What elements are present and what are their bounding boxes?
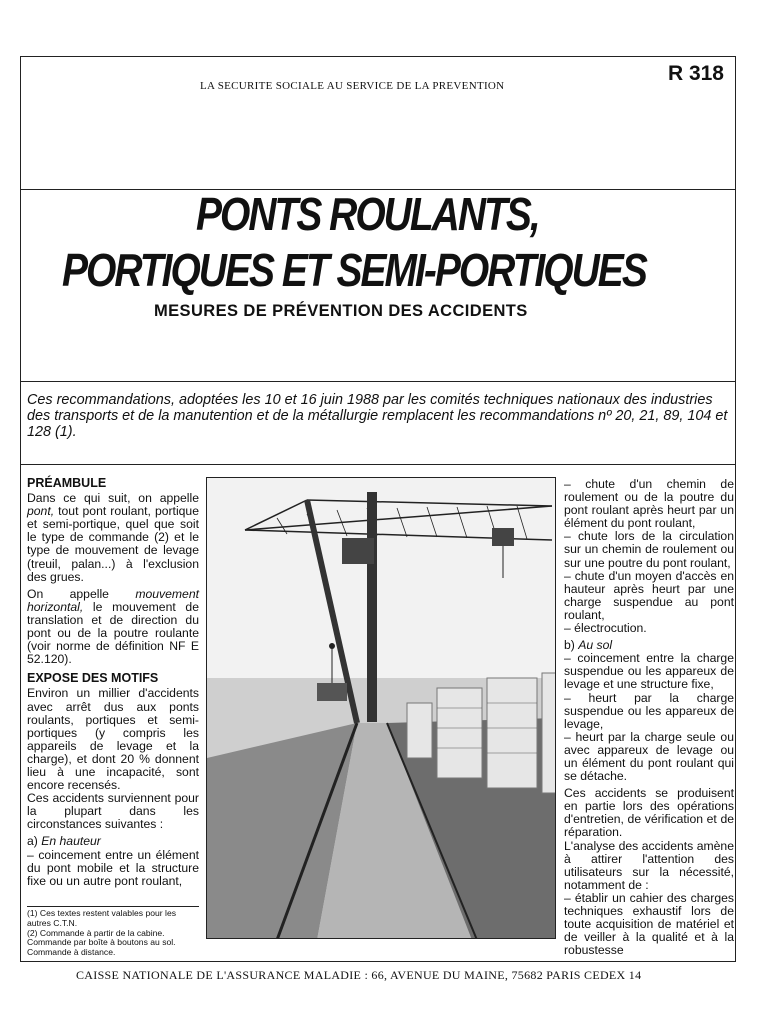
title-divider xyxy=(20,381,736,382)
right-item-7: – heurt par la charge seule ou avec appareux de levage ou un élément du pont roulant qui se détache. xyxy=(564,729,734,784)
title-line-1: PONTS ROULANTS, xyxy=(196,190,539,241)
intro-divider xyxy=(20,464,736,465)
right-item-4: – électrocution. xyxy=(564,621,647,636)
case-b-prefix: b) xyxy=(564,638,579,653)
right-item-5: – coincement entre la charge suspendue ou les appareux de levage et une structure fixe, xyxy=(564,651,734,692)
preamble-paragraph-2 xyxy=(27,588,199,667)
footnote-1: (1) Ces textes restent valables pour les autres C.T.N. xyxy=(27,908,177,928)
analysis-paragraph: L'analyse des accidents amène à attirer l'attention des utilisateurs sur la nécessité, notamment de : xyxy=(564,838,734,892)
motifs-paragraph-2: Ces accidents surviennent pour la plupart dans les circonstances suivantes : xyxy=(27,791,199,832)
footer-address: CAISSE NATIONALE DE L'ASSURANCE MALADIE : 66, AVENUE DU MAINE, 75682 PARIS CEDEX 14 xyxy=(76,968,642,982)
right-item-1: – chute d'un chemin de roulement ou de la poutre du pont roulant après heurt par un élément du pont roulant, xyxy=(564,477,734,531)
footnotes xyxy=(27,906,199,958)
crane-illustration xyxy=(207,478,556,939)
title-line-2: PORTIQUES ET SEMI-PORTIQUES xyxy=(62,246,646,297)
case-a-item-1: – coincement entre un élément du pont mobile et la structure fixe ou un autre pont roulant, xyxy=(27,847,199,888)
preamble-paragraph-1 xyxy=(27,492,199,584)
document-reference: R 318 xyxy=(667,62,724,85)
preamble-p1-text-b: tout pont roulant, portique et semi-portique, quel que soit le type de commande (2) et le type de mouvement de levage (treuil, palan...) à l'exclusion des grues. xyxy=(27,504,199,584)
preamble-p1-text-a: Dans ce qui suit, on appelle xyxy=(27,491,199,506)
right-item-2: – chute lors de la circulation sur un chemin de roulement ou sur une poutre du pont roulant, xyxy=(564,529,734,570)
case-a-title: En hauteur xyxy=(41,834,101,849)
right-item-3: – chute d'un moyen d'accès en hauteur après heurt par une charge suspendue au pont roulant, xyxy=(564,568,734,622)
case-a-label xyxy=(27,835,199,848)
right-item-6: – heurt par la charge suspendue ou les appareux de levage, xyxy=(564,690,734,731)
right-item-8: – établir un cahier des charges techniques exhaustif lors de toute acquisition de matériel et de veiller à la qualité et à la robustesse xyxy=(564,890,734,958)
preamble-p2-text-a: On appelle xyxy=(27,586,136,601)
left-column xyxy=(27,477,199,892)
subtitle: MESURES DE PRÉVENTION DES ACCIDENTS xyxy=(154,302,528,320)
intro-paragraph: Ces recommandations, adoptées les 10 et 16 juin 1988 par les comités techniques nationaux des industries des transports et de la manutention et de la métallurgie remplacent les recommandations nº 20, 21, 89, 104 et 128 (1). xyxy=(27,392,728,440)
preamble-p2-term: mouvement horizontal, xyxy=(27,586,199,614)
right-column xyxy=(564,478,734,957)
motifs-heading: EXPOSE DES MOTIFS xyxy=(27,671,159,686)
header-top-line: LA SECURITE SOCIALE AU SERVICE DE LA PREVENTION xyxy=(200,80,505,92)
footnote-2: (2) Commande à partir de la cabine. Commande par boîte à boutons au sol. Commande à distance. xyxy=(27,927,176,958)
preamble-p2-text-b: le mouvement de translation et de direction du pont ou de la poutre roulante (voir norme de définition NF E 52.120). xyxy=(27,599,199,667)
motifs-paragraph-1: Environ un millier d'accidents avec arrêt dus aux ponts roulants, portiques et semi-portiques (y compris les appareils de levage et la charge), et dont 20 % donnent lieu à une incapacité, sont encore recensés. xyxy=(27,686,199,793)
case-a-prefix: a) xyxy=(27,834,42,849)
preamble-heading: PRÉAMBULE xyxy=(27,476,107,490)
gantry-crane-photo xyxy=(206,477,556,939)
case-b-title: Au sol xyxy=(578,638,613,653)
preamble-p1-term: pont, xyxy=(27,504,55,519)
accidents-paragraph: Ces accidents se produisent en partie lors des opérations d'entretien, de vérification et de réparation. xyxy=(564,786,734,840)
